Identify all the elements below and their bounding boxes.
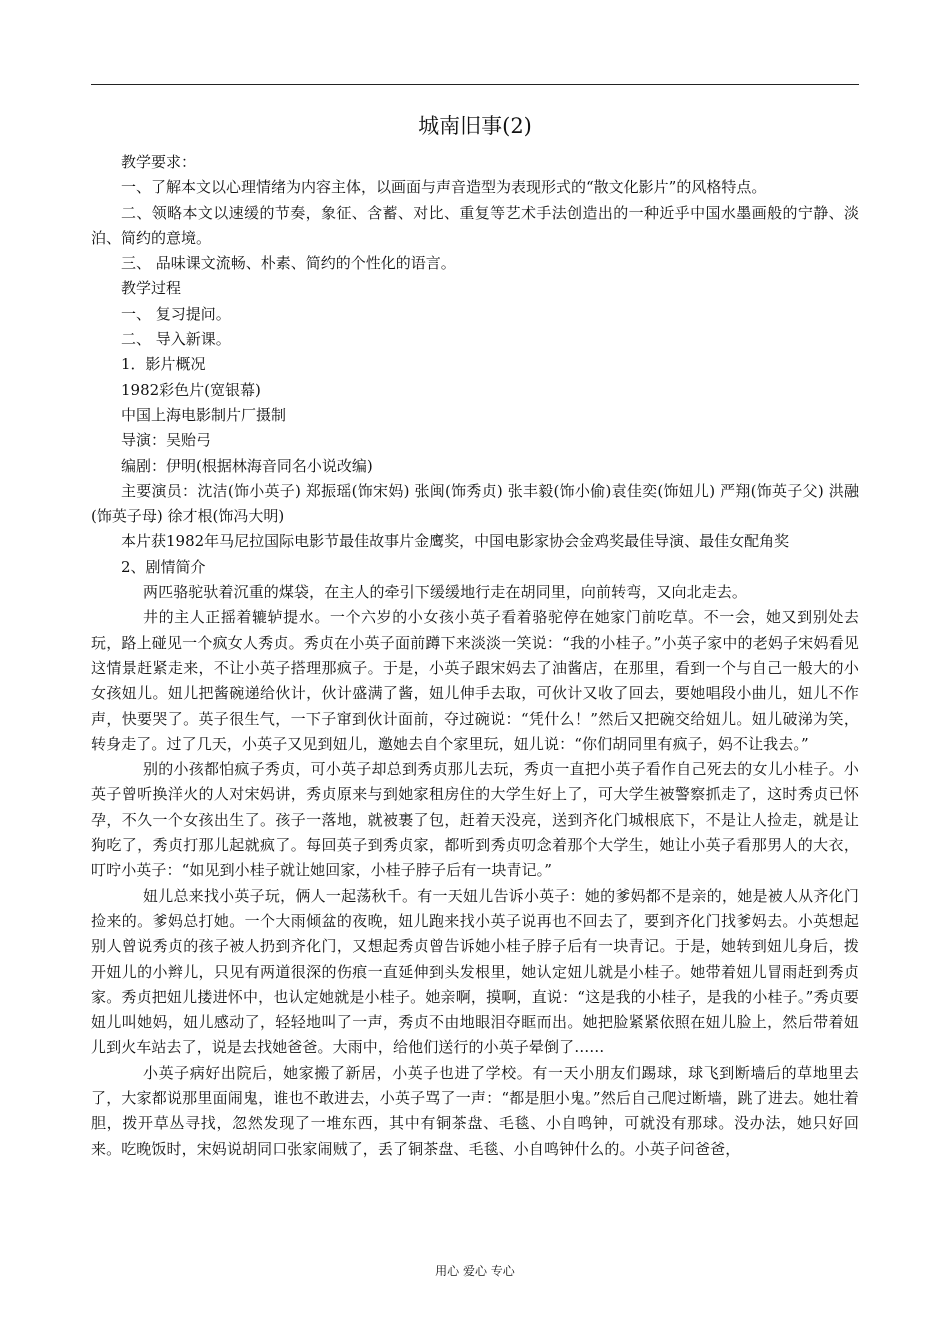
paragraph: 二、 导入新课。 (121, 330, 231, 349)
paragraph: 一、 复习提问。 (121, 304, 231, 323)
page-footer: 用心 爱心 专心 (435, 1264, 515, 1278)
header-rule (91, 84, 859, 85)
paragraph: 导演：吴贻弓 (121, 431, 212, 450)
paragraph: 三、 品味课文流畅、朴素、简约的个性化的语言。 (121, 254, 456, 273)
paragraph: 编剧：伊明(根据林海音同名小说改编) (121, 456, 373, 475)
paragraph: 1982彩色片(宽银幕) (121, 380, 261, 399)
story-section (91, 580, 859, 1162)
paragraph: 2、剧情简介 (121, 557, 206, 576)
paragraph: 教学过程 (121, 279, 182, 298)
paragraph: 一、了解本文以心理情绪为内容主体，以画面与声音造型为表现形式的“散文化影片”的风格特点。 (121, 178, 767, 197)
paragraph: 二、领略本文以速缓的节奏，象征、含蓄、对比、重复等艺术手法创造出的一种近乎中国水墨画般的宁静、淡泊、简约的意境。 (91, 203, 859, 247)
paragraph: 教学要求： (121, 153, 197, 171)
lesson-section (91, 150, 859, 580)
page-title: 城南旧事(2) (418, 114, 532, 138)
paragraph: 中国上海电影制片厂摄制 (121, 405, 287, 424)
story-paragraph: 妞儿总来找小英子玩，俩人一起荡秋千。有一天妞儿告诉小英子：她的爹妈都不是亲的，她是被人从齐化门捡来的。爹妈总打她。一个大雨倾盆的夜晚，妞儿跑来找小英子说再也不回去了，要到齐化门找爹妈去。小英想起别人曾说秀贞的孩子被人扔到齐化门，又想起秀贞曾告诉她小桂子脖子后有一块青记。于是，她转到妞儿身后，拨开妞儿的小辫儿，只见有两道很深的伤痕一直延伸到头发根里，她认定妞儿就是小桂子。她带着妞儿冒雨赶到秀贞家。秀贞把妞儿搂进怀中，也认定她就是小桂子。她亲啊，摸啊，直说：“这是我的小桂子，是我的小桂子。”秀贞要妞儿叫她妈，妞儿感动了，轻轻地叫了一声，秀贞不由地眼泪夺眶而出。她把脸紧紧依照在妞儿脸上，然后带着妞儿到火车站去了，说是去找她爸爸。大雨中，给他们送行的小英子晕倒了…… (91, 886, 859, 1057)
paragraph: 本片获1982年马尼拉国际电影节最佳故事片金鹰奖，中国电影家协会金鸡奖最佳导演、最佳女配角奖 (121, 532, 790, 551)
story-paragraph: 两匹骆驼驮着沉重的煤袋，在主人的牵引下缓缓地行走在胡同里，向前转弯，又向北走去。 (143, 583, 748, 602)
paragraph: 主要演员：沈洁(饰小英子) 郑振瑶(饰宋妈) 张闽(饰秀贞) 张丰毅(饰小偷)袁佳奕(饰妞儿) 严翔(饰英子父) 洪融(饰英子母) 徐才根(饰冯大明) (91, 481, 859, 526)
story-paragraph: 别的小孩都怕疯子秀贞，可小英子却总到秀贞那儿去玩，秀贞一直把小英子看作自己死去的女儿小桂子。小英子曾听换洋火的人对宋妈讲，秀贞原来与到她家租房住的大学生好上了，可大学生被警察抓走了，这时秀贞已怀孕，不久一个女孩出生了。孩子一落地，就被裹了包，赶着天没亮，送到齐化门城根底下，不是让人捡走，就是让狗吃了，秀贞打那儿起就疯了。每回英子到秀贞家，都听到秀贞叨念着那个大学生，她让小英子看那男人的大衣，叮咛小英子：“如见到小桂子就让她回家，小桂子脖子后有一块青记。” (91, 760, 859, 880)
story-paragraph: 井的主人正摇着辘轳提水。一个六岁的小女孩小英子看着骆驼停在她家门前吃草。不一会，她又到别处去玩，路上碰见一个疯女人秀贞。秀贞在小英子面前蹲下来淡淡一笑说：“我的小桂子。”小英子家中的老妈子宋妈看见这情景赶紧走来，不让小英子搭理那疯子。于是，小英子跟宋妈去了油酱店，在那里，看到一个与自己一般大的小女孩妞儿。妞儿把酱碗递给伙计，伙计盛满了酱，妞儿伸手去取，可伙计又收了回去，要她唱段小曲儿，妞儿不作声，快要哭了。英子很生气，一下子窜到伙计面前，夺过碗说：“凭什么！”然后又把碗交给妞儿。妞儿破涕为笑，转身走了。过了几天，小英子又见到妞儿，邀她去自个家里玩，妞儿说：“你们胡同里有疯子，妈不让我去。” (91, 608, 859, 753)
document-body (91, 150, 859, 1162)
story-paragraph: 小英子病好出院后，她家搬了新居，小英子也进了学校。有一天小朋友们踢球，球飞到断墙后的草地里去了，大家都说那里面闹鬼，谁也不敢进去，小英子骂了一声：“都是胆小鬼。”然后自己爬过断墙，跳了进去。她壮着胆，拨开草丛寻找，忽然发现了一堆东西，其中有铜茶盘、毛毯、小自鸣钟，可就没有那球。没办法，她只好回来。吃晚饭时，宋妈说胡同口张家闹贼了，丢了铜茶盘、毛毯、小自鸣钟什么的。小英子问爸爸， (91, 1063, 859, 1158)
paragraph: 1．影片概况 (121, 355, 206, 374)
